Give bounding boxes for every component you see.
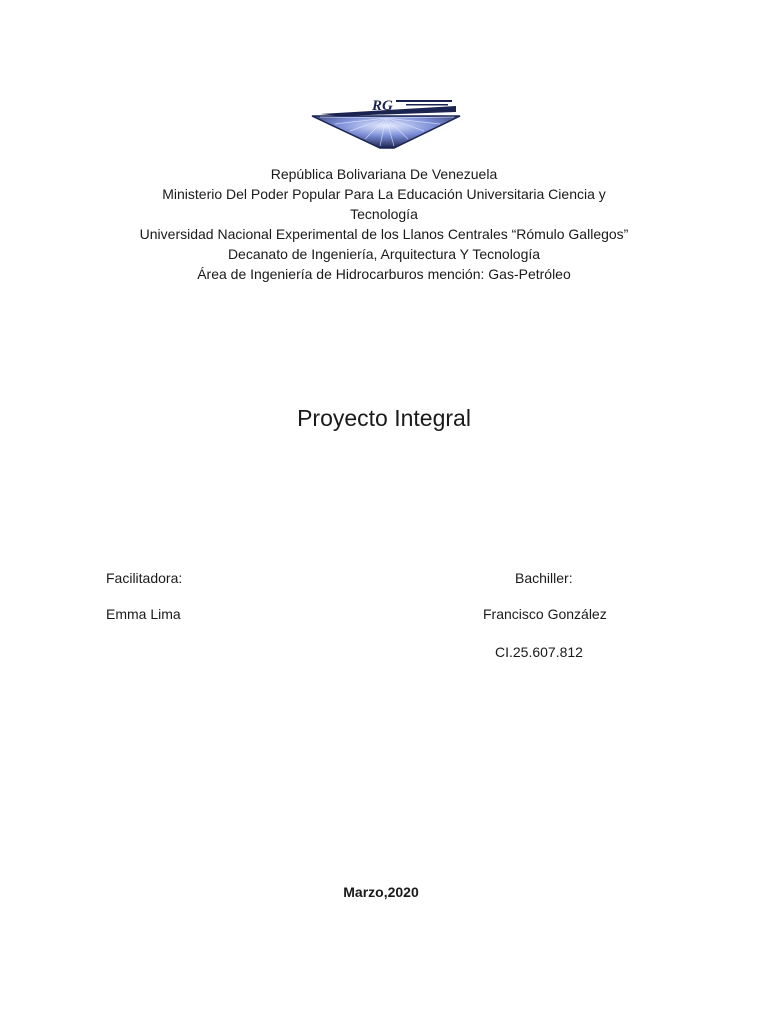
- header-line-ministry-cont: Tecnología: [350, 206, 418, 222]
- header-line-area: Área de Ingeniería de Hidrocarburos mención: Gas-Petróleo: [197, 266, 571, 282]
- university-logo: [310, 94, 462, 150]
- logo-emblem-icon: [310, 94, 462, 150]
- header-line-university: Universidad Nacional Experimental de los Llanos Centrales “Rómulo Gallegos”: [139, 226, 629, 242]
- document-title: Proyecto Integral: [297, 405, 471, 431]
- facilitator-name: Emma Lima: [106, 606, 181, 622]
- header-line-republic: República Bolivariana De Venezuela: [270, 166, 498, 182]
- student-name: Francisco González: [483, 606, 607, 622]
- header-line-deanery: Decanato de Ingeniería, Arquitectura Y Tecnología: [227, 246, 541, 262]
- logo-letters: RG: [372, 98, 393, 114]
- document-date: Marzo,2020: [343, 884, 419, 900]
- header-line-ministry: Ministerio Del Poder Popular Para La Educación Universitaria Ciencia y: [162, 186, 606, 202]
- institution-header: [100, 164, 668, 284]
- facilitator-label: Facilitadora:: [106, 570, 183, 586]
- student-label: Bachiller:: [515, 570, 573, 586]
- student-id: CI.25.607.812: [495, 644, 583, 660]
